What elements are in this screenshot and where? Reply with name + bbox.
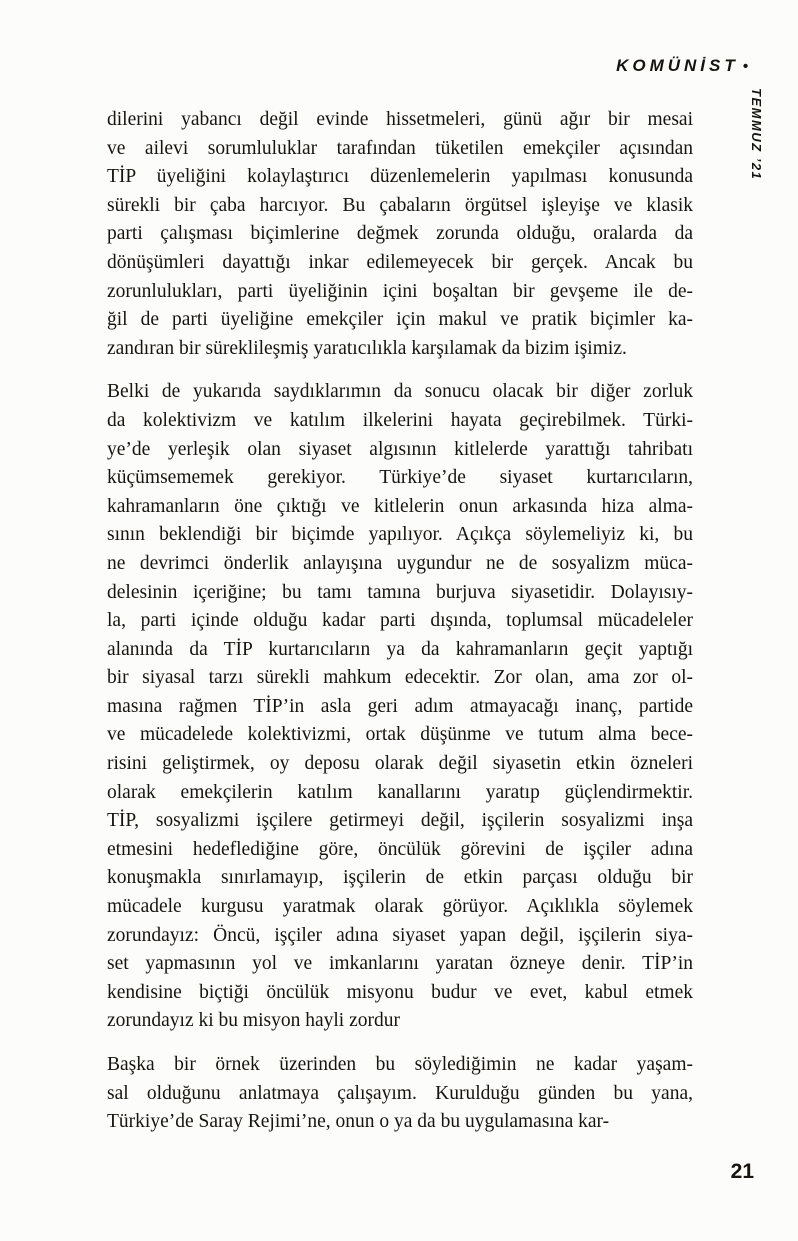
text-line: zorundayız ki bu misyon hayli zordur xyxy=(107,1010,400,1032)
text-line: da kolektivizm ve katılım ilkelerini hayata geçirebilmek. Türki- xyxy=(107,409,693,431)
text-line: ye’de yerleşik olan siyaset algısının kitlelerde yarattığı tahribatı xyxy=(107,438,693,460)
text-line: masına rağmen TİP’in asla geri adım atmayacağı inanç, partide xyxy=(107,695,693,717)
text-line: ne devrimci önderlik anlayışına uygundur ne de sosyalizm müca- xyxy=(107,552,693,574)
issue-date-vertical: TEMMUZ ’21 xyxy=(749,88,764,181)
paragraph xyxy=(107,1051,693,1137)
text-line: bir siyasal tarzı sürekli mahkum edecektir. Zor olan, ama zor ol- xyxy=(107,667,693,689)
text-line: kahramanların öne çıktığı ve kitlelerin onun arkasında hiza alma- xyxy=(107,495,693,517)
text-line: risini geliştirmek, oy deposu olarak değil siyasetin etkin özneleri xyxy=(107,753,693,775)
text-line: dilerini yabancı değil evinde hissetmeleri, günü ağır bir mesai xyxy=(107,109,693,130)
text-line: set yapmasının yol ve imkanlarını yaratan özneye denir. TİP’in xyxy=(107,953,693,975)
text-line: TİP, sosyalizmi işçilere getirmeyi değil, işçilerin sosyalizmi inşa xyxy=(107,810,693,832)
text-line: dönüşümleri dayattığı inkar edilemeyecek bir gerçek. Ancak bu xyxy=(107,251,693,273)
text-line: Başka bir örnek üzerinden bu söylediğimin ne kadar yaşam- xyxy=(107,1054,693,1075)
text-line: la, parti içinde olduğu kadar parti dışında, toplumsal mücadeleler xyxy=(107,610,693,632)
text-line: parti çalışması biçimlerine değmek zorunda olduğu, oralarda da xyxy=(107,223,693,245)
magazine-title: KOMÜNİST xyxy=(616,56,739,75)
text-line: etmesini hedeflediğine göre, öncülük görevini de işçiler adına xyxy=(107,838,693,860)
text-line: zorundayız: Öncü, işçiler adına siyaset yapan değil, işçilerin siya- xyxy=(107,924,693,946)
text-line: olarak emekçilerin katılım kanallarını yaratıp güçlendirmektir. xyxy=(107,781,693,803)
paragraph xyxy=(107,378,693,1036)
paragraph xyxy=(107,106,693,363)
header-bullet-icon: • xyxy=(742,58,748,75)
text-line: küçümsememek gerekiyor. Türkiye’de siyaset kurtarıcıların, xyxy=(107,467,693,489)
text-line: delesinin içeriğine; bu tamı tamına burjuva siyasetidir. Dolayısıy- xyxy=(107,581,693,603)
page-number: 21 xyxy=(730,1160,754,1183)
text-line: Türkiye’de Saray Rejimi’ne, onun o ya da bu uygulamasına kar- xyxy=(107,1111,610,1133)
text-line: alanında da TİP kurtarıcıların ya da kahramanların geçit yaptığı xyxy=(107,638,693,660)
text-line: sının beklendiği bir biçimde yapılıyor. Açıkça söylemeliyiz ki, bu xyxy=(107,524,693,546)
text-line: ve mücadelede kolektivizmi, ortak düşünme ve tutum alma bece- xyxy=(107,724,693,746)
text-line: Belki de yukarıda saydıklarımın da sonucu olacak bir diğer zorluk xyxy=(107,381,693,403)
running-header xyxy=(616,56,748,76)
body-text xyxy=(107,106,693,1152)
text-line: zorunlulukları, parti üyeliğinin içini boşaltan bir gevşeme ile de- xyxy=(107,280,693,302)
text-line: ğil de parti üyeliğine emekçiler için makul ve pratik biçimler ka- xyxy=(107,309,693,331)
text-line: ve ailevi sorumluluklar tarafından tüketilen emekçiler açısından xyxy=(107,137,693,159)
text-line: sal olduğunu anlatmaya çalışayım. Kurulduğu günden bu yana, xyxy=(107,1082,693,1104)
text-line: zandıran bir süreklileşmiş yaratıcılıkla karşılamak da bizim işimiz. xyxy=(107,337,627,359)
text-line: konuşmakla sınırlamayıp, işçilerin de etkin parçası olduğu bir xyxy=(107,867,693,889)
text-line: TİP üyeliğini kolaylaştırıcı düzenlemelerin yapılması konusunda xyxy=(107,166,693,188)
text-line: kendisine biçtiği öncülük misyonu budur ve evet, kabul etmek xyxy=(107,981,693,1003)
text-line: mücadele kurgusu yaratmak olarak görüyor. Açıklıkla söylemek xyxy=(107,896,693,918)
text-line: sürekli bir çaba harcıyor. Bu çabaların örgütsel işleyişe ve klasik xyxy=(107,194,693,216)
